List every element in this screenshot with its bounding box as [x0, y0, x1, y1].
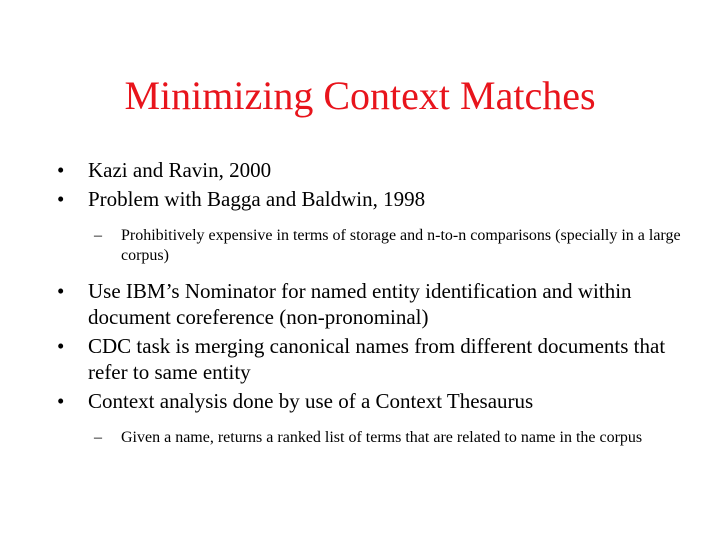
bullet-icon: •	[57, 187, 65, 211]
bullet-item	[57, 388, 687, 414]
bullet-icon: •	[57, 389, 65, 413]
bullet-text: Context analysis done by use of a Context Thesaurus	[88, 389, 534, 413]
slide-body	[57, 157, 687, 460]
sub-bullet-text: Given a name, returns a ranked list of terms that are related to name in the corpus	[121, 429, 643, 446]
dash-icon: –	[94, 227, 102, 244]
bullet-item	[57, 157, 687, 183]
bullet-text: Kazi and Ravin, 2000	[88, 158, 272, 182]
bullet-item	[57, 278, 687, 330]
sub-bullet-text: Prohibitively expensive in terms of storage and n-to-n comparisons (specially in a large corpus)	[121, 227, 681, 264]
sub-bullet-item	[57, 428, 687, 448]
bullet-item	[57, 186, 687, 212]
bullet-text: CDC task is merging canonical names from different documents that refer to same entity	[88, 334, 666, 384]
bullet-text: Use IBM’s Nominator for named entity identification and within document coreference (non-pronominal)	[88, 279, 632, 329]
sub-bullet-item	[57, 226, 687, 266]
bullet-icon: •	[57, 334, 65, 358]
slide-title: Minimizing Context Matches	[124, 73, 596, 118]
bullet-item	[57, 333, 687, 385]
dash-icon: –	[94, 429, 102, 446]
bullet-text: Problem with Bagga and Baldwin, 1998	[88, 187, 426, 211]
bullet-icon: •	[57, 158, 65, 182]
bullet-icon: •	[57, 279, 65, 303]
